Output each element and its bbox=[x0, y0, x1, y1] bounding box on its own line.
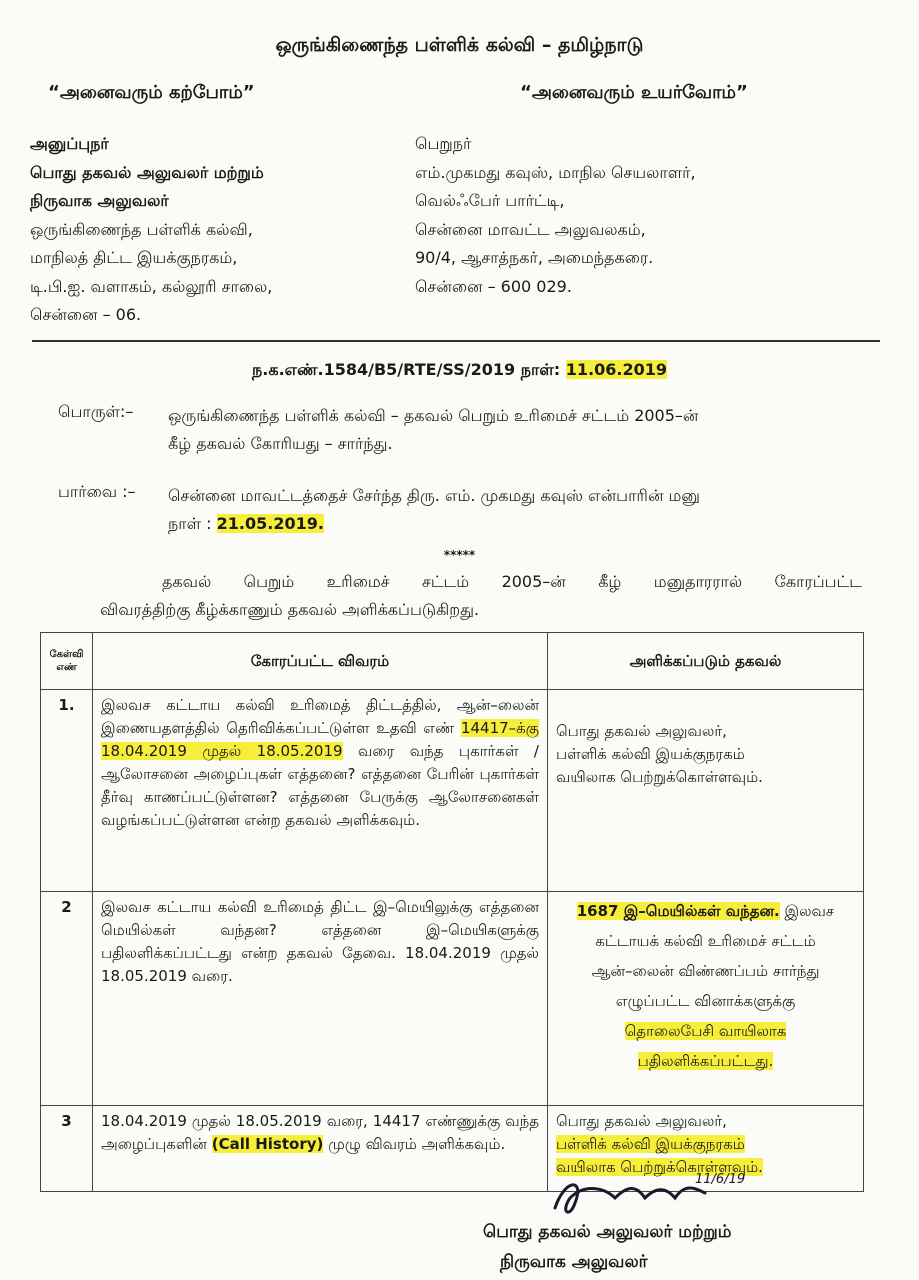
request-text: வரை வந்த புகார்கள் / ஆலோசனை அழைப்புகள் எத்தனை? எத்தனை பேரின் புகார்கள் தீர்வு காணப்பட்டுள்ளன? எத்தனை பேருக்கு ஆலோசனைகள் வழங்கப்பட்டுள்ளன என்ற தகவல் அளிக்கவும். bbox=[101, 742, 539, 829]
reference-number: ந.க.எண்.1584/B5/RTE/SS/2019 bbox=[252, 360, 516, 379]
ref-view-line: சென்னை மாவட்டத்தைச் சேர்ந்த திரு. எம். முகமது கவுஸ் என்பாரின் மனு bbox=[168, 486, 700, 505]
subject-label: பொருள்:– bbox=[58, 402, 134, 421]
recipient-line: 90/4, ஆசாத்நகர், அமைந்தகரை. bbox=[415, 248, 654, 267]
row-request bbox=[93, 690, 548, 892]
request-text: 18.04.2019 முதல் 18.05.2019 வரை, 14417 எண்ணுக்கு வந்த அழைப்புகளின் bbox=[101, 1112, 539, 1153]
separator: ***** bbox=[443, 548, 476, 562]
header-request: கோரப்பட்ட விவரம் bbox=[93, 633, 548, 690]
response-highlight: தொலைபேசி வாயிலாக bbox=[624, 1022, 787, 1040]
subject-line: ஒருங்கிணைந்த பள்ளிக் கல்வி – தகவல் பெறும் உரிமைச் சட்டம் 2005–ன் bbox=[168, 406, 699, 425]
divider bbox=[32, 340, 880, 342]
request-highlight: (Call History) bbox=[211, 1135, 324, 1153]
response-line: பொது தகவல் அலுவலர், bbox=[556, 722, 727, 740]
row-response bbox=[548, 892, 864, 1106]
table-header-row bbox=[41, 633, 864, 690]
recipient-block bbox=[415, 130, 696, 301]
response-highlight: 1687 இ–மெயில்கள் வந்தன. bbox=[576, 902, 780, 920]
ref-view-label: பார்வை :– bbox=[58, 482, 136, 501]
sender-line: டி.பி.ஐ. வளாகம், கல்லூரி சாலை, bbox=[30, 276, 273, 296]
recipient-line: வெல்ஃபேர் பார்ட்டி, bbox=[415, 191, 565, 210]
reference-date-label: நாள்: bbox=[520, 360, 561, 379]
response-highlight: பள்ளிக் கல்வி இயக்குநரகம் bbox=[556, 1135, 745, 1153]
response-highlight: பதிலளிக்கப்பட்டது. bbox=[637, 1052, 774, 1070]
signatory-line: நிருவாக அலுவலர் bbox=[500, 1252, 648, 1272]
rti-table bbox=[40, 632, 864, 1192]
sender-line: ஒருங்கிணைந்த பள்ளிக் கல்வி, bbox=[30, 219, 253, 239]
response-line: ஆன்–லைன் விண்ணப்பம் சார்ந்து bbox=[591, 962, 820, 980]
sender-block bbox=[30, 130, 272, 330]
row-request bbox=[93, 1106, 548, 1192]
ref-view-date-prefix: நாள் : bbox=[168, 514, 212, 533]
sender-line: சென்னை – 06. bbox=[30, 305, 142, 324]
table-row bbox=[41, 892, 864, 1106]
subject-line: கீழ் தகவல் கோரியது – சார்ந்து. bbox=[168, 434, 393, 453]
response-line: வயிலாக பெற்றுக்கொள்ளவும். bbox=[556, 768, 763, 786]
row-number: 3 bbox=[41, 1106, 93, 1192]
motto-left: “அனைவரும் கற்போம்” bbox=[48, 82, 255, 103]
sender-line: பொது தகவல் அலுவலர் மற்றும் bbox=[30, 162, 264, 182]
ref-view-line bbox=[168, 510, 700, 538]
reference-line bbox=[0, 360, 919, 381]
subject-text bbox=[168, 402, 698, 458]
intro-line: விவரத்திற்கு கீழ்க்காணும் தகவல் அளிக்கப்படுகிறது. bbox=[100, 600, 480, 619]
reference-date: 11.06.2019 bbox=[565, 360, 667, 379]
recipient-line: சென்னை – 600 029. bbox=[415, 276, 572, 296]
response-line: எழுப்பட்ட வினாக்களுக்கு bbox=[615, 992, 796, 1010]
row-number: 2 bbox=[41, 892, 93, 1106]
signature-initials: 11/6/19 bbox=[695, 1172, 746, 1187]
row-response bbox=[548, 690, 864, 892]
request-text: முழு விவரம் அளிக்கவும். bbox=[323, 1135, 506, 1153]
ref-view-text bbox=[168, 482, 700, 538]
recipient-line: எம்.முகமது கவுஸ், மாநில செயலாளர், bbox=[415, 162, 696, 182]
sender-line: நிருவாக அலுவலர் bbox=[30, 191, 169, 210]
row-request: இலவச கட்டாய கல்வி உரிமைத் திட்ட இ–மெயிலுக்கு எத்தனை மெயில்கள் வந்தன? எத்தனை இ–மெயிகளுக்கு பதிலளிக்கப்பட்டது என்ற தகவல் தேவை. 18.04.2019 முதல் 18.05.2019 வரை. bbox=[93, 892, 548, 1106]
sender-line: மாநிலத் திட்ட இயக்குநரகம், bbox=[30, 248, 238, 267]
table-row bbox=[41, 690, 864, 892]
request-text: இலவச கட்டாய கல்வி உரிமைத் திட்டத்தில், ஆன்–லைன் இணையதளத்தில் தெரிவிக்கப்பட்டுள்ள உதவி எண் bbox=[101, 696, 539, 737]
response-line: கட்டாயக் கல்வி உரிமைச் சட்டம் bbox=[595, 932, 816, 950]
ref-view-date: 21.05.2019. bbox=[216, 514, 324, 533]
recipient-label: பெறுநர் bbox=[415, 134, 472, 153]
motto-right: “அனைவரும் உயர்வோம்” bbox=[520, 82, 748, 103]
header-response: அளிக்கப்படும் தகவல் bbox=[548, 633, 864, 690]
sender-label: அனுப்புநர் bbox=[30, 134, 109, 153]
response-line: பள்ளிக் கல்வி இயக்குநரகம் bbox=[556, 745, 745, 763]
response-line: பொது தகவல் அலுவலர், bbox=[556, 1112, 727, 1130]
header-sno: கேள்வி எண் bbox=[41, 633, 93, 690]
signatory-line: பொது தகவல் அலுவலர் மற்றும் bbox=[483, 1222, 732, 1242]
recipient-line: சென்னை மாவட்ட அலுவலகம், bbox=[415, 219, 646, 239]
response-highlight: வயிலாக பெற்றுக்கொள்ளவும். bbox=[556, 1158, 763, 1176]
row-number: 1. bbox=[41, 690, 93, 892]
intro-line: தகவல் பெறும் உரிமைச் சட்டம் 2005–ன் கீழ் மனுதாரரால் கோரப்பட்ட bbox=[162, 572, 862, 591]
response-text: இலவச bbox=[779, 902, 835, 920]
request-highlight: 14417–க்கு 18.04.2019 முதல் 18.05.2019 bbox=[101, 719, 539, 760]
document-title: ஒருங்கிணைந்த பள்ளிக் கல்வி – தமிழ்நாடு bbox=[275, 34, 644, 56]
